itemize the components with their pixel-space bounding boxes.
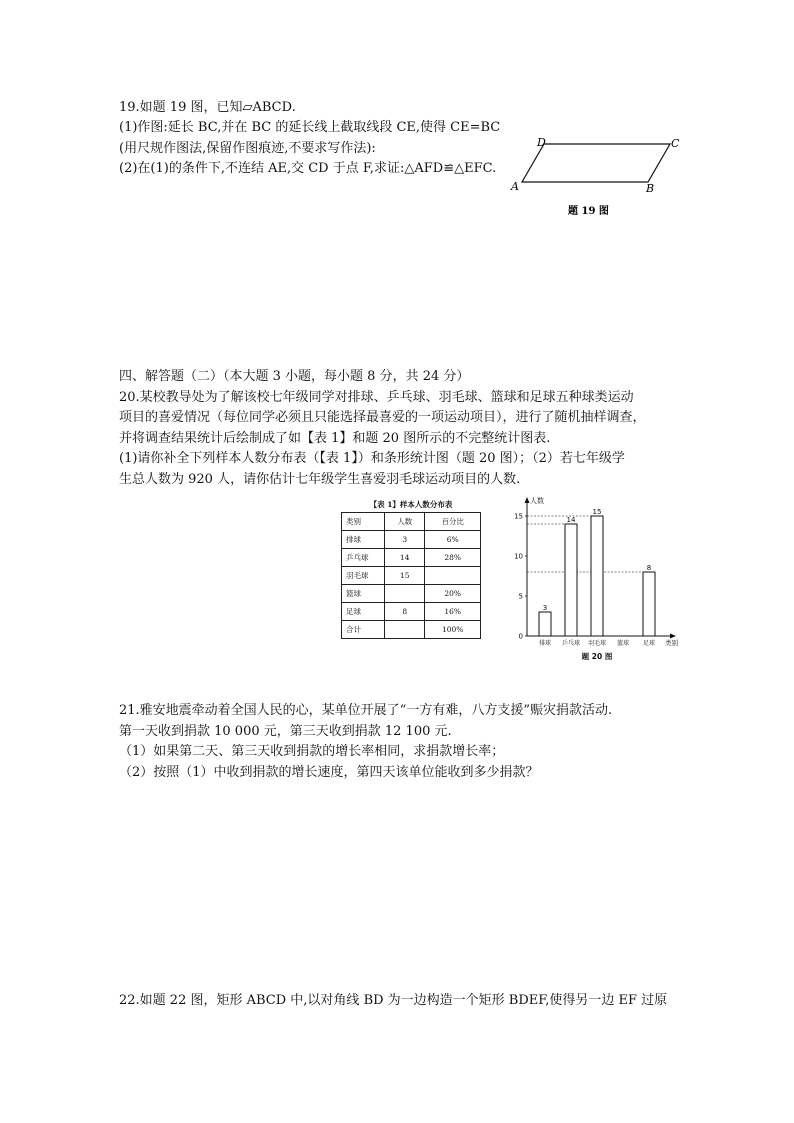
table-cell (385, 585, 425, 603)
label-a: A (511, 180, 519, 193)
table-cell: 14 (385, 549, 425, 567)
q19-line2: (1)作图:延长 BC,并在 BC 的延长线上截取线段 CE,使得 CE=BC (119, 120, 501, 135)
label-c: C (671, 137, 680, 150)
bar-2 (565, 524, 577, 636)
table-cell: 100% (425, 621, 481, 639)
y-tick-label: 0 (518, 632, 523, 641)
table-cell: 20% (425, 585, 481, 603)
x-tick-label: 篮球 (616, 640, 630, 647)
x-tick-label: 足球 (642, 640, 656, 647)
table-header-cell: 人数 (385, 513, 425, 531)
table-cell: 排球 (342, 531, 385, 549)
section4-heading: 四、解答题（二）（本大题 3 小题，每小题 8 分，共 24 分） (119, 369, 470, 384)
y-axis-arrow (525, 497, 530, 503)
table-cell: 3 (385, 531, 425, 549)
q20-line1: 20.某校教导处为了解该校七年级同学对排球、乒乓球、羽毛球、篮球和足球五种球类运动 (119, 390, 634, 405)
table-cell (425, 567, 481, 585)
table-cell: 6% (425, 531, 481, 549)
bar-1 (539, 612, 551, 636)
label-d: D (537, 136, 546, 149)
x-axis-arrow (670, 634, 676, 639)
table-row (342, 531, 481, 549)
chart-guides (527, 516, 643, 572)
table-cell (385, 621, 425, 639)
table-row (342, 549, 481, 567)
table-row (342, 603, 481, 621)
q22-line1: 22.如题 22 图，矩形 ABCD 中,以对角线 BD 为一边构造一个矩形 BDEF,使得另一边 EF 过原 (119, 993, 668, 1008)
bar-3 (591, 516, 603, 636)
chart-bars (539, 516, 655, 636)
y-tick-label: 10 (514, 552, 523, 561)
q20-line3: 并将调查结果统计后绘制成了如【表 1】和题 20 图所示的不完整统计图表. (119, 431, 551, 446)
bar-chart-20 (505, 495, 685, 665)
bar-value-label: 8 (646, 564, 652, 572)
label-b: B (646, 182, 655, 195)
y-axis-label: 人数 (530, 497, 544, 505)
x-tick-label: 乒乓球 (561, 640, 581, 647)
table-row (342, 585, 481, 603)
q19-line3: (用尺规作图法,保留作图痕迹,不要求写作法): (119, 141, 376, 156)
x-tick-label: 排球 (538, 640, 552, 647)
table-row (342, 621, 481, 639)
q21-line1: 21.雅安地震牵动着全国人民的心，某单位开展了“一方有难，八方支援”赈灾捐款活动. (119, 703, 613, 718)
table-cell: 合计 (342, 621, 385, 639)
table-1 (341, 512, 481, 639)
table-title: 【表 1】样本人数分布表 (369, 500, 453, 509)
bar-5 (643, 572, 655, 636)
table-cell: 15 (385, 567, 425, 585)
table-header-cell: 类别 (342, 513, 385, 531)
q19-line1: 19.如题 19 图，已知▱ABCD. (119, 100, 296, 115)
q19-line4: (2)在(1)的条件下,不连结 AE,交 CD 于点 F,求证:△AFD≌△EFC. (119, 161, 497, 176)
y-tick-label: 15 (514, 512, 523, 521)
figure-19-caption: 题 19 图 (568, 206, 609, 217)
table-header-row (342, 513, 481, 531)
figure-19-parallelogram (508, 132, 688, 224)
parallelogram-abcd (522, 144, 670, 182)
q20-line5: 生总人数为 920 人，请你估计七年级学生喜爱羽毛球运动项目的人数. (119, 472, 521, 487)
q21-line4: （2）按照（1）中收到捐款的增长速度，第四天该单位能收到多少捐款？ (119, 765, 539, 780)
bar-value-label: 14 (566, 516, 576, 524)
table-row (342, 567, 481, 585)
table-cell: 28% (425, 549, 481, 567)
q20-line2: 项目的喜爱情况（每位同学必须且只能选择最喜爱的一项运动项目），进行了随机抽样调查， (119, 410, 646, 425)
table-cell: 足球 (342, 603, 385, 621)
table-cell: 羽毛球 (342, 567, 385, 585)
chart-caption: 题 20 图 (581, 652, 613, 661)
q21-line3: （1）如果第二天、第三天收到捐款的增长率相同，求捐款增长率； (119, 744, 505, 759)
y-tick-label: 5 (518, 592, 523, 601)
bar-value-label: 3 (542, 604, 548, 612)
sample-distribution-table (341, 498, 481, 639)
bar-value-label: 15 (592, 508, 602, 516)
table-cell: 篮球 (342, 585, 385, 603)
q21-line2: 第一天收到捐款 10 000 元，第三天收到捐款 12 100 元. (119, 724, 452, 739)
x-axis-label: 类别 (665, 639, 678, 647)
table-cell: 8 (385, 603, 425, 621)
table-cell: 乒乓球 (342, 549, 385, 567)
x-tick-label: 羽毛球 (587, 640, 607, 647)
q20-line4: (1)请你补全下列样本人数分布表（【表 1】）和条形统计图（题 20 图）；（2）若七年级学 (119, 451, 625, 466)
table-cell: 16% (425, 603, 481, 621)
table-header-cell: 百分比 (425, 513, 481, 531)
